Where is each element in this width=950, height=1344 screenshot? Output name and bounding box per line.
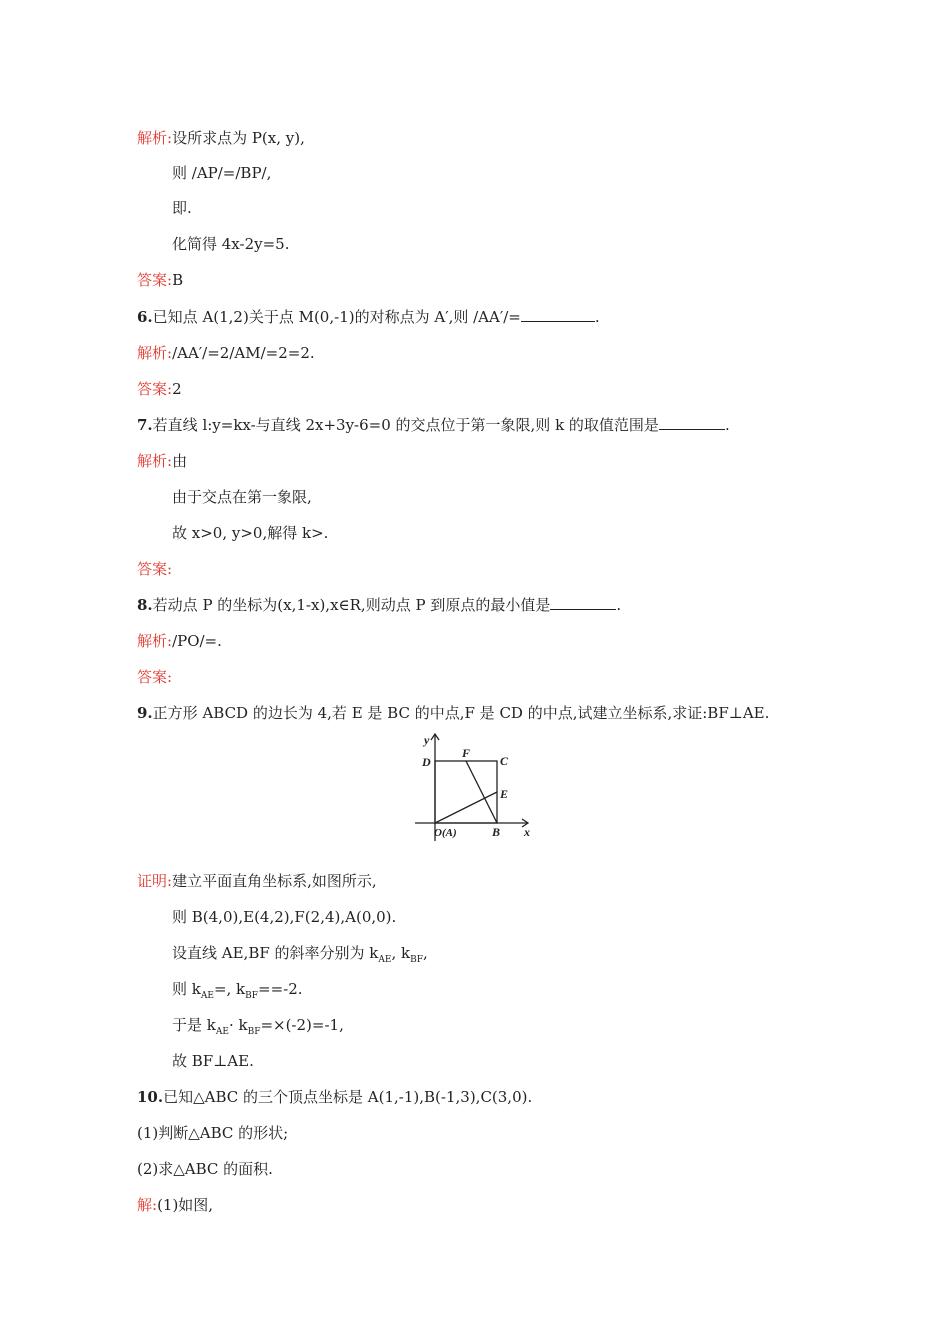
text-line: 故 BF⊥AE.	[172, 1052, 254, 1070]
subscript: BF	[247, 1027, 261, 1037]
subscript: BF	[245, 991, 258, 1001]
question-8	[137, 595, 621, 615]
text-fragment: , k	[391, 944, 411, 962]
analysis-label: 解析:	[137, 632, 173, 650]
text-fragment: 设直线 AE,BF 的斜率分别为 k	[172, 944, 379, 962]
analysis-line	[137, 451, 187, 471]
question-text: 若直线 l:y=kx-与直线 2x+3y-6=0 的交点位于第一象限,则 k 的取值范围是	[152, 416, 659, 434]
proof-text: 建立平面直角坐标系,如图所示,	[172, 872, 377, 890]
subscript: BF	[410, 955, 423, 965]
text-fragment: · k	[228, 1016, 248, 1034]
label-y: y	[424, 733, 430, 747]
analysis-label: 解析:	[137, 129, 173, 147]
answer-blank	[550, 595, 616, 610]
question-text: 已知△ABC 的三个顶点坐标是 A(1,-1),B(-1,3),C(3,0).	[163, 1088, 533, 1106]
label-f: F	[462, 746, 471, 760]
text-line: 则 B(4,0),E(4,2),F(2,4),A(0,0).	[172, 908, 397, 926]
answer-text: 2	[172, 380, 182, 398]
solution-label: 解:	[137, 1196, 158, 1214]
analysis-text: /AA′/=2/AM/=2=2.	[172, 344, 315, 362]
text-fragment: 于是 k	[172, 1016, 216, 1034]
text-fragment: =, k	[213, 980, 246, 998]
answer-line	[137, 667, 172, 687]
answer-label: 答案:	[137, 560, 173, 578]
answer-line	[137, 379, 182, 399]
analysis-text: /PO/=.	[172, 632, 222, 650]
text-fragment: 则 k	[172, 980, 201, 998]
text-line	[172, 979, 303, 1006]
text-fragment: =×(-2)=-1,	[260, 1016, 344, 1034]
solution-line	[137, 1195, 213, 1215]
label-c: C	[500, 754, 509, 768]
label-b: B	[492, 825, 501, 839]
label-x: x	[524, 825, 530, 839]
subscript: AE	[200, 991, 214, 1001]
answer-blank	[521, 307, 595, 322]
answer-label: 答案:	[137, 668, 173, 686]
analysis-label: 解析:	[137, 452, 173, 470]
proof-label: 证明:	[137, 872, 173, 890]
text-line: 化简得 4x-2y=5.	[172, 235, 290, 253]
square-coordinate-figure	[410, 730, 540, 846]
question-end: .	[594, 308, 600, 326]
analysis-line	[137, 128, 305, 148]
question-9	[137, 703, 769, 723]
question-6	[137, 307, 600, 327]
question-text: 若动点 P 的坐标为(x,1-x),x∈R,则动点 P 到原点的最小值是	[152, 596, 551, 614]
label-e: E	[500, 787, 509, 801]
question-text: 已知点 A(1,2)关于点 M(0,-1)的对称点为 A′,则 /AA′/=	[152, 308, 521, 326]
segment-bf	[466, 761, 497, 823]
answer-blank	[659, 415, 725, 430]
analysis-line	[137, 631, 222, 651]
question-number: 7.	[137, 416, 153, 434]
subscript: AE	[378, 955, 392, 965]
question-number: 6.	[137, 308, 153, 326]
analysis-label: 解析:	[137, 344, 173, 362]
label-origin: O(A)	[434, 827, 457, 839]
subscript: AE	[215, 1027, 229, 1037]
proof-line	[137, 871, 377, 891]
text-line: 即.	[172, 199, 192, 217]
text-line: 由于交点在第一象限,	[172, 488, 312, 506]
text-line: 故 x>0, y>0,解得 k>.	[172, 524, 329, 542]
question-end: .	[724, 416, 730, 434]
text-line: (1)判断△ABC 的形状;	[137, 1124, 289, 1142]
text-fragment: ==-2.	[258, 980, 303, 998]
square-abcd	[435, 761, 497, 823]
answer-line	[137, 270, 183, 290]
analysis-line	[137, 343, 315, 363]
answer-label: 答案:	[137, 380, 173, 398]
analysis-text: 设所求点为 P(x, y),	[172, 129, 305, 147]
question-number: 9.	[137, 704, 153, 722]
analysis-text: 由	[172, 452, 188, 470]
question-7	[137, 415, 730, 435]
question-text: 正方形 ABCD 的边长为 4,若 E 是 BC 的中点,F 是 CD 的中点,试建立坐标系,求证:BF⊥AE.	[152, 704, 770, 722]
label-d: D	[422, 755, 431, 769]
text-line	[172, 943, 428, 970]
question-number: 10.	[137, 1088, 164, 1106]
answer-line	[137, 559, 172, 579]
text-line	[172, 1015, 344, 1042]
text-line: 则 /AP/=/BP/,	[172, 164, 272, 182]
answer-label: 答案:	[137, 271, 173, 289]
answer-text: B	[172, 271, 184, 289]
solution-text: (1)如图,	[157, 1196, 214, 1214]
segment-ae	[435, 792, 497, 823]
question-10	[137, 1087, 532, 1107]
text-fragment: ,	[422, 944, 428, 962]
text-line: (2)求△ABC 的面积.	[137, 1160, 273, 1178]
question-end: .	[616, 596, 622, 614]
question-number: 8.	[137, 596, 153, 614]
